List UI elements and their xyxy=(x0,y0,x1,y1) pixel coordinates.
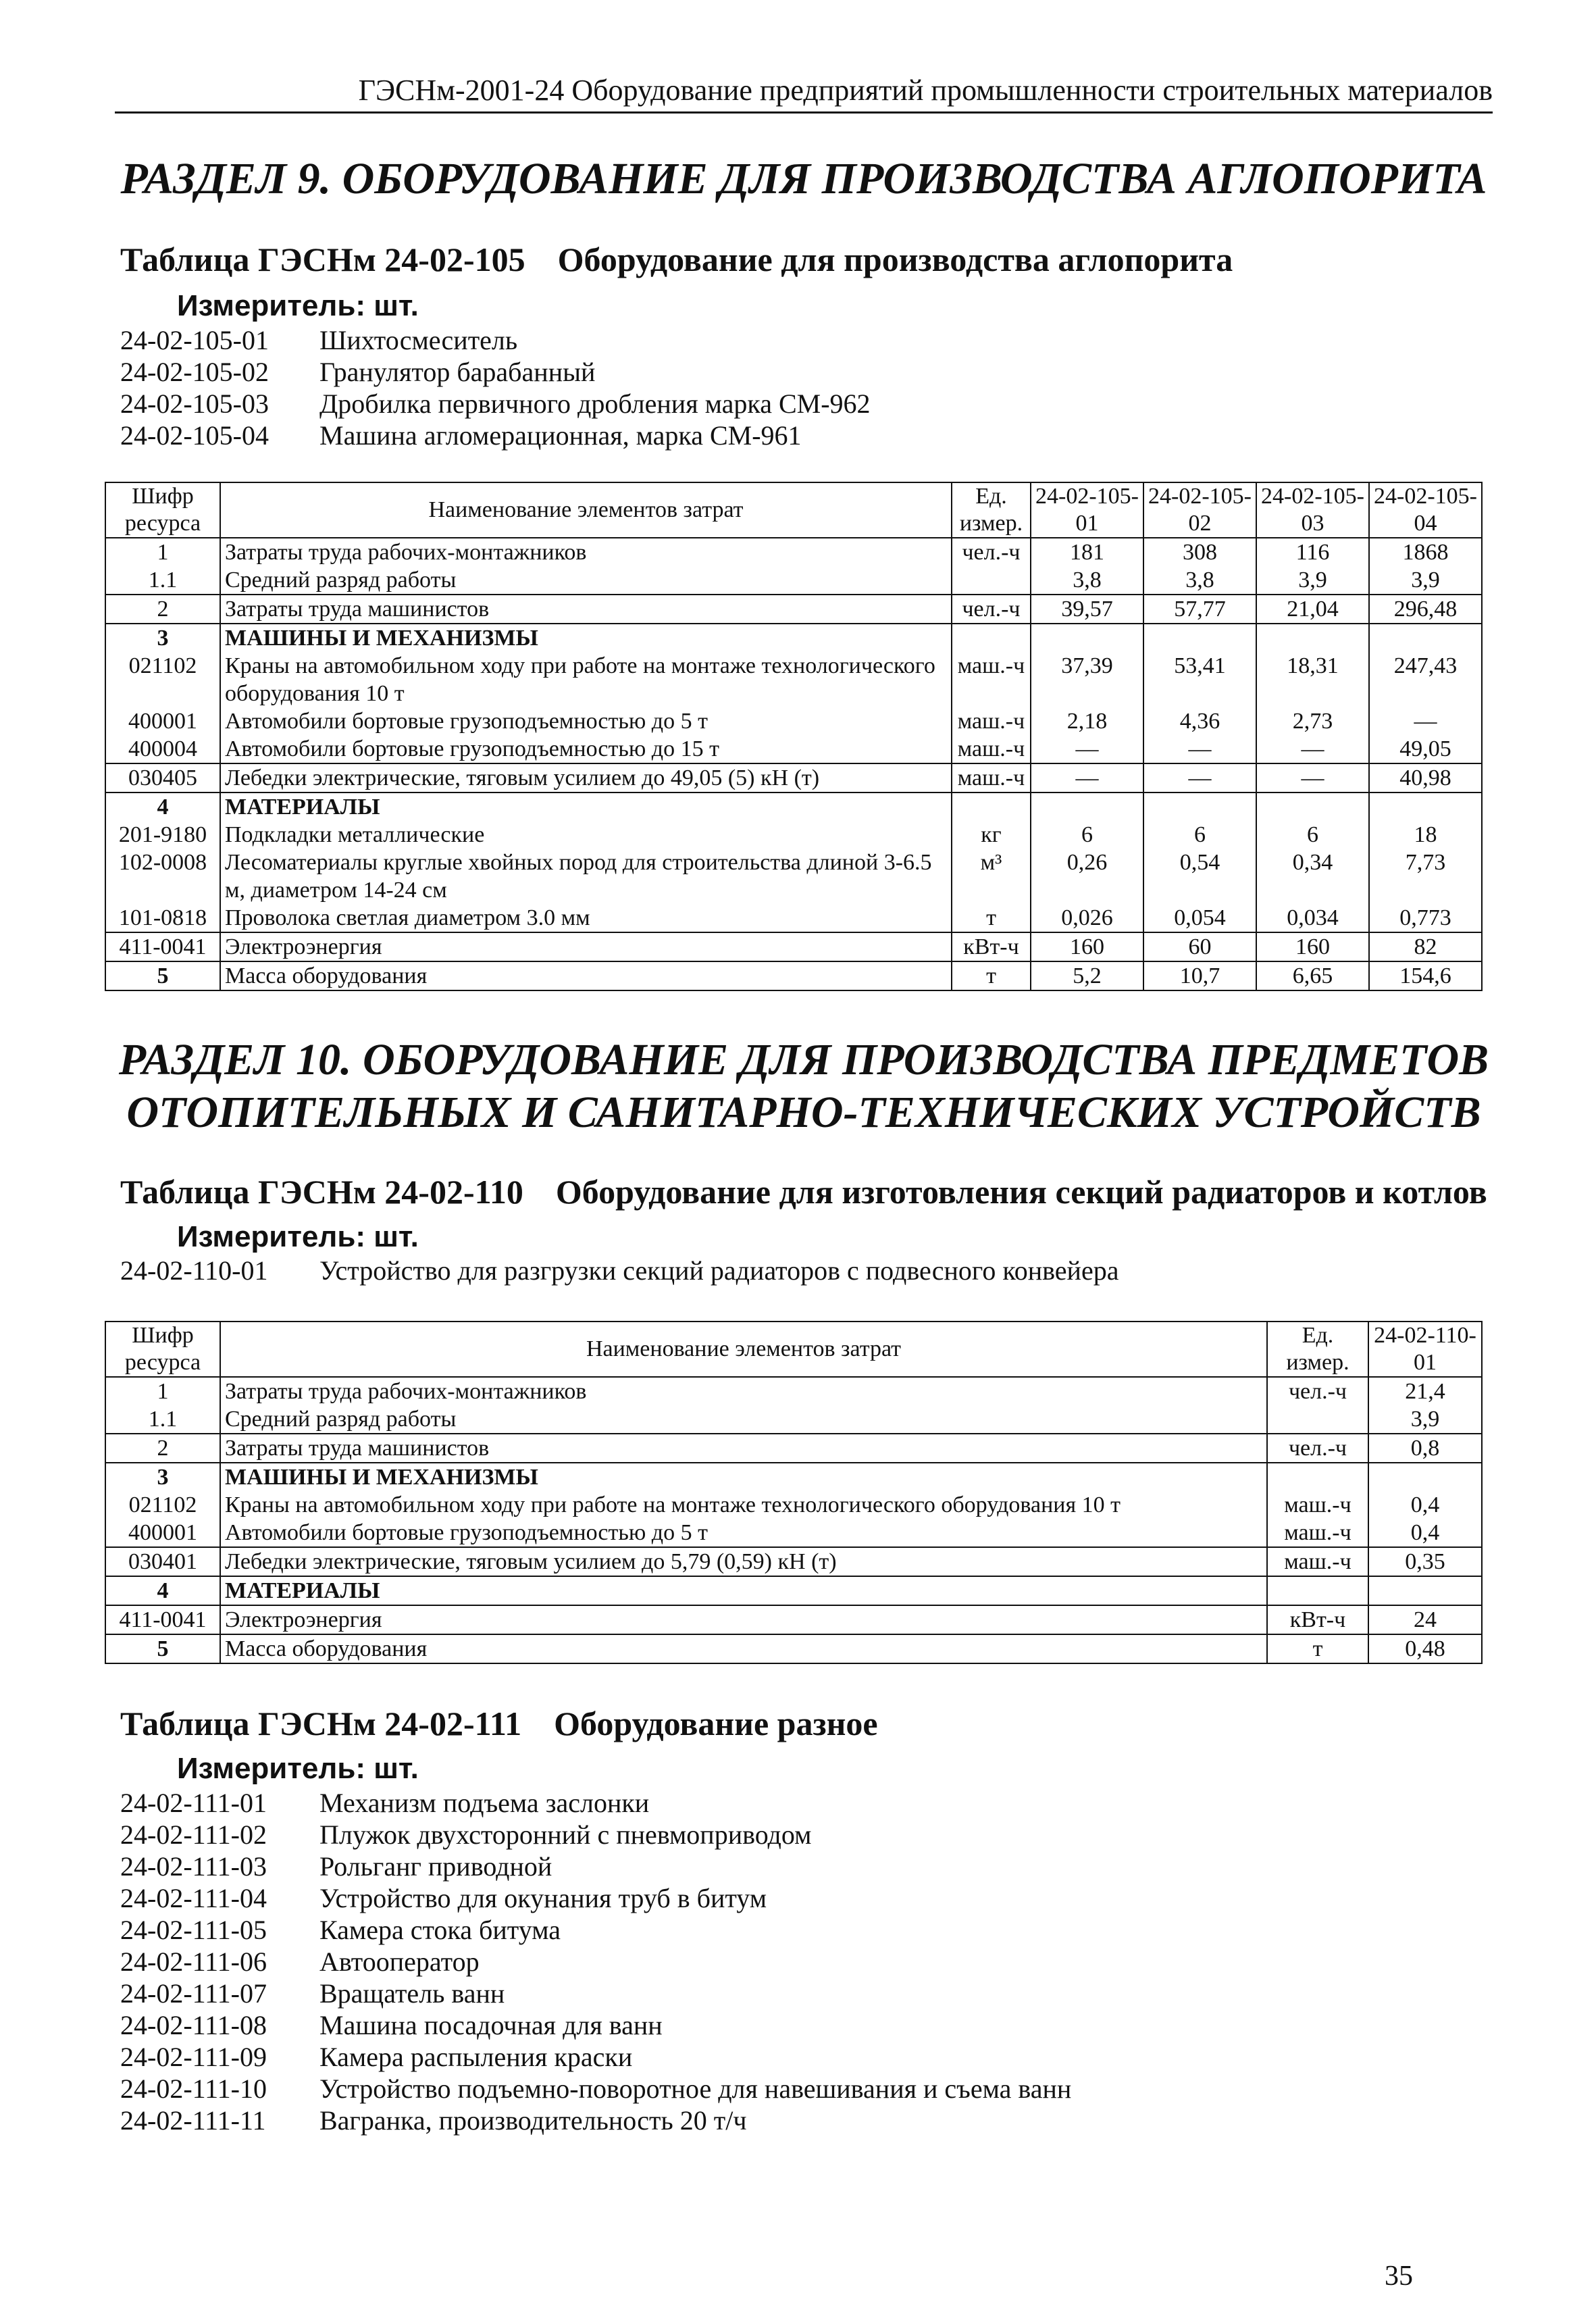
section-9-title: РАЗДЕЛ 9. ОБОРУДОВАНИЕ ДЛЯ ПРОИЗВОДСТВА АГЛОПОРИТА xyxy=(120,154,1487,203)
table-111-code-list xyxy=(120,1787,1071,2136)
table-row: 2 Затраты труда машинистов чел.-ч 39,57 57,77 21,04 296,48 xyxy=(105,595,1482,624)
code-list-item: 24-02-110-01 Устройство для разгрузки секций радиаторов с подвесного конвейера xyxy=(120,1255,1119,1286)
table-105-code-list xyxy=(120,324,871,451)
table-row: 411-0041 Электроэнергия кВт-ч 160 60 160 82 xyxy=(105,932,1482,961)
section-10-title-line-2: ОТОПИТЕЛЬНЫХ И САНИТАРНО-ТЕХНИЧЕСКИХ УСТРОЙСТВ xyxy=(126,1088,1481,1137)
code-list-item: 24-02-111-05 Камера стока битума xyxy=(120,1915,561,1945)
table-110-code-list xyxy=(120,1255,1118,1286)
section-10-title xyxy=(115,1034,1493,1139)
table-111-measure: Измеритель: шт. xyxy=(177,1752,419,1785)
table-row: 2 Затраты труда машинистов чел.-ч 0,8 xyxy=(105,1434,1482,1463)
table-row: 5 Масса оборудования т 0,48 xyxy=(105,1634,1482,1663)
table-row: 4 МАТЕРИАЛЫ xyxy=(105,1576,1482,1605)
table-111-label: Таблица ГЭСНм 24-02-111 xyxy=(120,1705,522,1742)
table-row: 101-0818 Проволока светлая диаметром 3.0 мм т 0,026 0,054 0,034 0,773 xyxy=(105,904,1482,932)
table-105-measure: Измеритель: шт. xyxy=(177,289,419,322)
table-row: 4 МАТЕРИАЛЫ xyxy=(105,793,1482,821)
header-unit: Ед. измер. xyxy=(1267,1322,1368,1377)
table-105-label: Таблица ГЭСНм 24-02-105 xyxy=(120,241,525,278)
header-code: Шифр ресурса xyxy=(105,1322,220,1377)
table-110-measure: Измеритель: шт. xyxy=(177,1220,419,1253)
table-110-name: Оборудование для изготовления секций радиаторов и котлов xyxy=(555,1173,1487,1211)
table-row: 1 Затраты труда рабочих-монтажников чел.-ч 21,4 xyxy=(105,1377,1482,1405)
code-list-item: 24-02-111-07 Вращатель ванн xyxy=(120,1978,505,2009)
header-col-3: 24-02-105-03 xyxy=(1256,482,1369,538)
table-row: 400004 Автомобили бортовые грузоподъемностью до 15 т маш.-ч — — — 49,05 xyxy=(105,735,1482,763)
code-list-item: 24-02-111-04 Устройство для окунания труб в битум xyxy=(120,1883,767,1913)
table-105-name: Оборудование для производства аглопорита xyxy=(557,241,1233,278)
table-header-row xyxy=(105,482,1482,538)
code-list-item: 24-02-111-08 Машина посадочная для ванн xyxy=(120,2010,663,2040)
table-row: 030405 Лебедки электрические, тяговым усилием до 49,05 (5) кН (т) маш.-ч — — — 40,98 xyxy=(105,763,1482,793)
table-111-name: Оборудование разное xyxy=(554,1705,878,1742)
code-list-item: 24-02-111-03 Рольганг приводной xyxy=(120,1851,552,1882)
table-header-row xyxy=(105,1322,1482,1377)
table-110-label: Таблица ГЭСНм 24-02-110 xyxy=(120,1173,523,1211)
section-10-title-line-1: РАЗДЕЛ 10. ОБОРУДОВАНИЕ ДЛЯ ПРОИЗВОДСТВА ПРЕДМЕТОВ xyxy=(118,1035,1489,1084)
header-unit: Ед. измер. xyxy=(952,482,1031,538)
table-row: 201-9180 Подкладки металлические кг 6 6 6 18 xyxy=(105,821,1482,849)
code-list-item: 24-02-105-01 Шихтосмеситель xyxy=(120,325,518,355)
table-110-title xyxy=(120,1172,1487,1211)
page-number: 35 xyxy=(1385,2261,1413,2292)
table-row: 411-0041 Электроэнергия кВт-ч 24 xyxy=(105,1605,1482,1634)
table-row: 3 МАШИНЫ И МЕХАНИЗМЫ xyxy=(105,1463,1482,1491)
header-code: Шифр ресурса xyxy=(105,482,220,538)
table-row: 021102 Краны на автомобильном ходу при работе на монтаже технологического оборудования 10 т маш.-ч 0,4 xyxy=(105,1491,1482,1519)
code-list-item: 24-02-111-06 Автооператор xyxy=(120,1946,480,1977)
code-list-item: 24-02-111-09 Камера распыления краски xyxy=(120,2042,633,2072)
table-row: 400001 Автомобили бортовые грузоподъемностью до 5 т маш.-ч 2,18 4,36 2,73 — xyxy=(105,707,1482,735)
table-row: 1.1 Средний разряд работы 3,9 xyxy=(105,1405,1482,1434)
table-row: 021102 Краны на автомобильном ходу при работе на монтаже технологического оборудования 10 т маш.-ч 37,39 53,41 18,31 247,43 xyxy=(105,652,1482,707)
table-105-title xyxy=(120,240,1233,279)
header-col-4: 24-02-105-04 xyxy=(1369,482,1482,538)
header-name: Наименование элементов затрат xyxy=(220,1322,1267,1377)
table-row: 102-0008 Лесоматериалы круглые хвойных пород для строительства длиной 3-6.5 м, диаметром 14-24 см м³ 0,26 0,54 0,34 7,73 xyxy=(105,849,1482,904)
table-row: 1.1 Средний разряд работы 3,8 3,8 3,9 3,9 xyxy=(105,566,1482,595)
code-list-item: 24-02-111-10 Устройство подъемно-поворотное для навешивания и съема ванн xyxy=(120,2073,1072,2104)
table-row: 5 Масса оборудования т 5,2 10,7 6,65 154,6 xyxy=(105,961,1482,990)
running-header: ГЭСНм-2001-24 Оборудование предприятий промышленности строительных материалов xyxy=(115,73,1493,114)
header-name: Наименование элементов затрат xyxy=(220,482,952,538)
header-col-1: 24-02-105-01 xyxy=(1031,482,1143,538)
code-list-item: 24-02-105-03 Дробилка первичного дробления марка СМ-962 xyxy=(120,388,871,419)
table-row: 030401 Лебедки электрические, тяговым усилием до 5,79 (0,59) кН (т) маш.-ч 0,35 xyxy=(105,1547,1482,1576)
table-110 xyxy=(105,1321,1483,1664)
table-105 xyxy=(105,482,1483,991)
table-row: 3 МАШИНЫ И МЕХАНИЗМЫ xyxy=(105,624,1482,652)
code-list-item: 24-02-111-01 Механизм подъема заслонки xyxy=(120,1788,650,1818)
table-row: 1 Затраты труда рабочих-монтажников чел.-ч 181 308 116 1868 xyxy=(105,538,1482,566)
header-col-1: 24-02-110-01 xyxy=(1368,1322,1482,1377)
table-111-title xyxy=(120,1704,878,1743)
table-row: 400001 Автомобили бортовые грузоподъемностью до 5 т маш.-ч 0,4 xyxy=(105,1519,1482,1547)
code-list-item: 24-02-105-02 Гранулятор барабанный xyxy=(120,357,596,387)
header-col-2: 24-02-105-02 xyxy=(1143,482,1256,538)
code-list-item: 24-02-111-02 Плужок двухсторонний с пневмоприводом xyxy=(120,1819,812,1850)
code-list-item: 24-02-111-11 Вагранка, производительность 20 т/ч xyxy=(120,2105,747,2136)
code-list-item: 24-02-105-04 Машина агломерационная, марка СМ-961 xyxy=(120,420,802,451)
